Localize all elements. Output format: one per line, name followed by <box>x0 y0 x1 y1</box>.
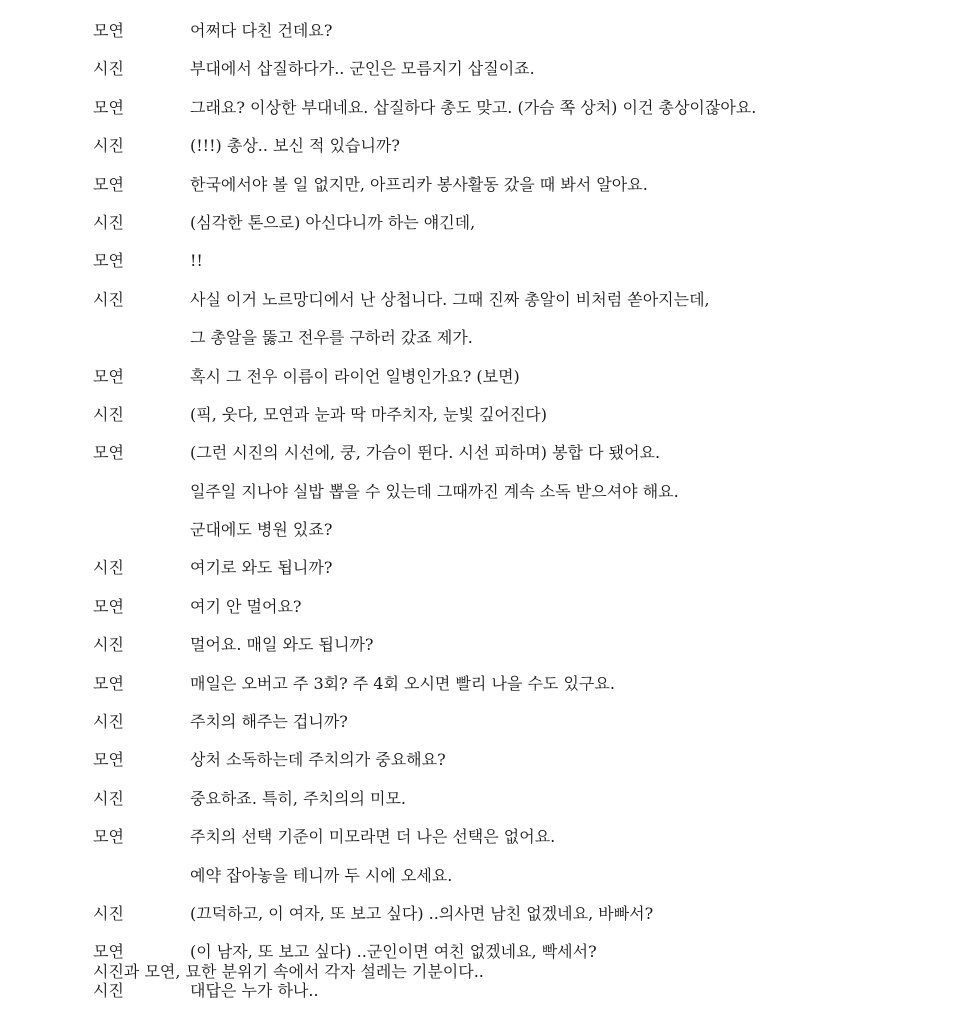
dialogue-text: 그래요? 이상한 부대네요. 삽질하다 총도 맞고. (가슴 쪽 상처) 이건 총상이잖아요. <box>190 97 757 117</box>
dialogue-text: 상처 소독하는데 주치의가 중요해요? <box>190 750 446 770</box>
dialogue-text: 예약 잡아놓을 테니까 두 시에 오세요. <box>190 865 453 885</box>
dialogue-line <box>0 438 960 476</box>
dialogue-text: 부대에서 삽질하다가.. 군인은 모름지기 삽질이죠. <box>190 59 535 79</box>
dialogue-line <box>0 54 960 92</box>
speaker-name: 모연 <box>93 942 124 962</box>
speaker-name: 모연 <box>93 750 124 770</box>
dialogue-text: 여기 안 멀어요? <box>190 596 302 616</box>
speaker-name: 모연 <box>93 174 124 194</box>
speaker-name: 시진 <box>93 212 124 232</box>
dialogue-text: (심각한 톤으로) 아신다니까 하는 얘긴데, <box>190 212 476 232</box>
dialogue-text: 일주일 지나야 실밥 뽑을 수 있는데 그때까진 계속 소독 받으셔야 해요. <box>190 481 679 501</box>
dialogue-line <box>0 285 960 323</box>
dialogue-text: 혹시 그 전우 이름이 라이언 일병인가요? (보면) <box>190 366 520 386</box>
dialogue-line <box>0 592 960 630</box>
dialogue-line <box>0 861 960 899</box>
dialogue-line <box>0 669 960 707</box>
dialogue-line <box>0 515 960 553</box>
speaker-name: 시진 <box>93 712 124 732</box>
speaker-name: 모연 <box>93 443 124 463</box>
dialogue-list <box>0 16 960 1014</box>
dialogue-line <box>0 707 960 745</box>
dialogue-text: 대답은 누가 하나.. <box>190 980 319 1000</box>
dialogue-text: 중요하죠. 특히, 주치의의 미모. <box>190 788 406 808</box>
dialogue-line <box>0 246 960 284</box>
speaker-name: 모연 <box>93 97 124 117</box>
dialogue-text: 그 총알을 뚫고 전우를 구하러 갔죠 제가. <box>190 328 473 348</box>
dialogue-text: 매일은 오버고 주 3회? 주 4회 오시면 빨리 나을 수도 있구요. <box>190 673 615 693</box>
speaker-name: 모연 <box>93 251 124 271</box>
speaker-name: 시진 <box>93 136 124 156</box>
dialogue-text: 군대에도 병원 있죠? <box>190 520 333 540</box>
speaker-name: 시진 <box>93 635 124 655</box>
speaker-name: 시진 <box>93 558 124 578</box>
speaker-name: 모연 <box>93 673 124 693</box>
dialogue-text: 어쩌다 다친 건데요? <box>190 21 333 40</box>
dialogue-text: (이 남자, 또 보고 싶다) ..군인이면 여친 없겠네요, 빡세서? <box>190 942 597 962</box>
dialogue-line <box>0 477 960 515</box>
dialogue-text: 멀어요. 매일 와도 됩니까? <box>190 635 374 655</box>
speaker-name: 시진 <box>93 980 124 1000</box>
speaker-name: 모연 <box>93 827 124 847</box>
speaker-name: 시진 <box>93 903 124 923</box>
speaker-name: 시진 <box>93 289 124 309</box>
dialogue-text: 주치의 선택 기준이 미모라면 더 나은 선택은 없어요. <box>190 827 556 847</box>
dialogue-text: 주치의 해주는 겁니까? <box>190 712 348 732</box>
dialogue-line <box>0 899 960 937</box>
speaker-name: 모연 <box>93 596 124 616</box>
stage-direction: 시진과 모연, 묘한 분위기 속에서 각자 설레는 기분이다.. <box>93 962 484 981</box>
dialogue-text: 한국에서야 볼 일 없지만, 아프리카 봉사활동 갔을 때 봐서 알아요. <box>190 174 648 194</box>
speaker-name: 모연 <box>93 366 124 386</box>
dialogue-line <box>0 745 960 783</box>
dialogue-text: (픽, 웃다, 모연과 눈과 딱 마주치자, 눈빛 깊어진다) <box>190 404 548 424</box>
dialogue-text: 사실 이거 노르망디에서 난 상첩니다. 그때 진짜 총알이 비처럼 쏟아지는데, <box>190 289 710 309</box>
dialogue-line <box>0 16 960 54</box>
dialogue-text: (!!!) 총상.. 보신 적 있습니까? <box>190 136 400 156</box>
dialogue-line <box>0 553 960 591</box>
dialogue-line <box>0 400 960 438</box>
dialogue-line <box>0 93 960 131</box>
speaker-name: 시진 <box>93 788 124 808</box>
speaker-name: 모연 <box>93 21 124 40</box>
dialogue-line <box>0 362 960 400</box>
dialogue-line <box>0 170 960 208</box>
dialogue-text: !! <box>190 251 203 271</box>
dialogue-text: (끄덕하고, 이 여자, 또 보고 싶다) ..의사면 남친 없겠네요, 바빠서? <box>190 903 654 923</box>
dialogue-line <box>0 323 960 361</box>
speaker-name: 시진 <box>93 404 124 424</box>
speaker-name: 시진 <box>93 59 124 79</box>
dialogue-line <box>0 208 960 246</box>
dialogue-line <box>0 784 960 822</box>
dialogue-line <box>0 630 960 668</box>
dialogue-text: (그런 시진의 시선에, 쿵, 가슴이 뛴다. 시선 피하며) 봉합 다 됐어요. <box>190 443 661 463</box>
dialogue-text: 여기로 와도 됩니까? <box>190 558 333 578</box>
dialogue-line <box>0 131 960 169</box>
dialogue-line <box>0 822 960 860</box>
